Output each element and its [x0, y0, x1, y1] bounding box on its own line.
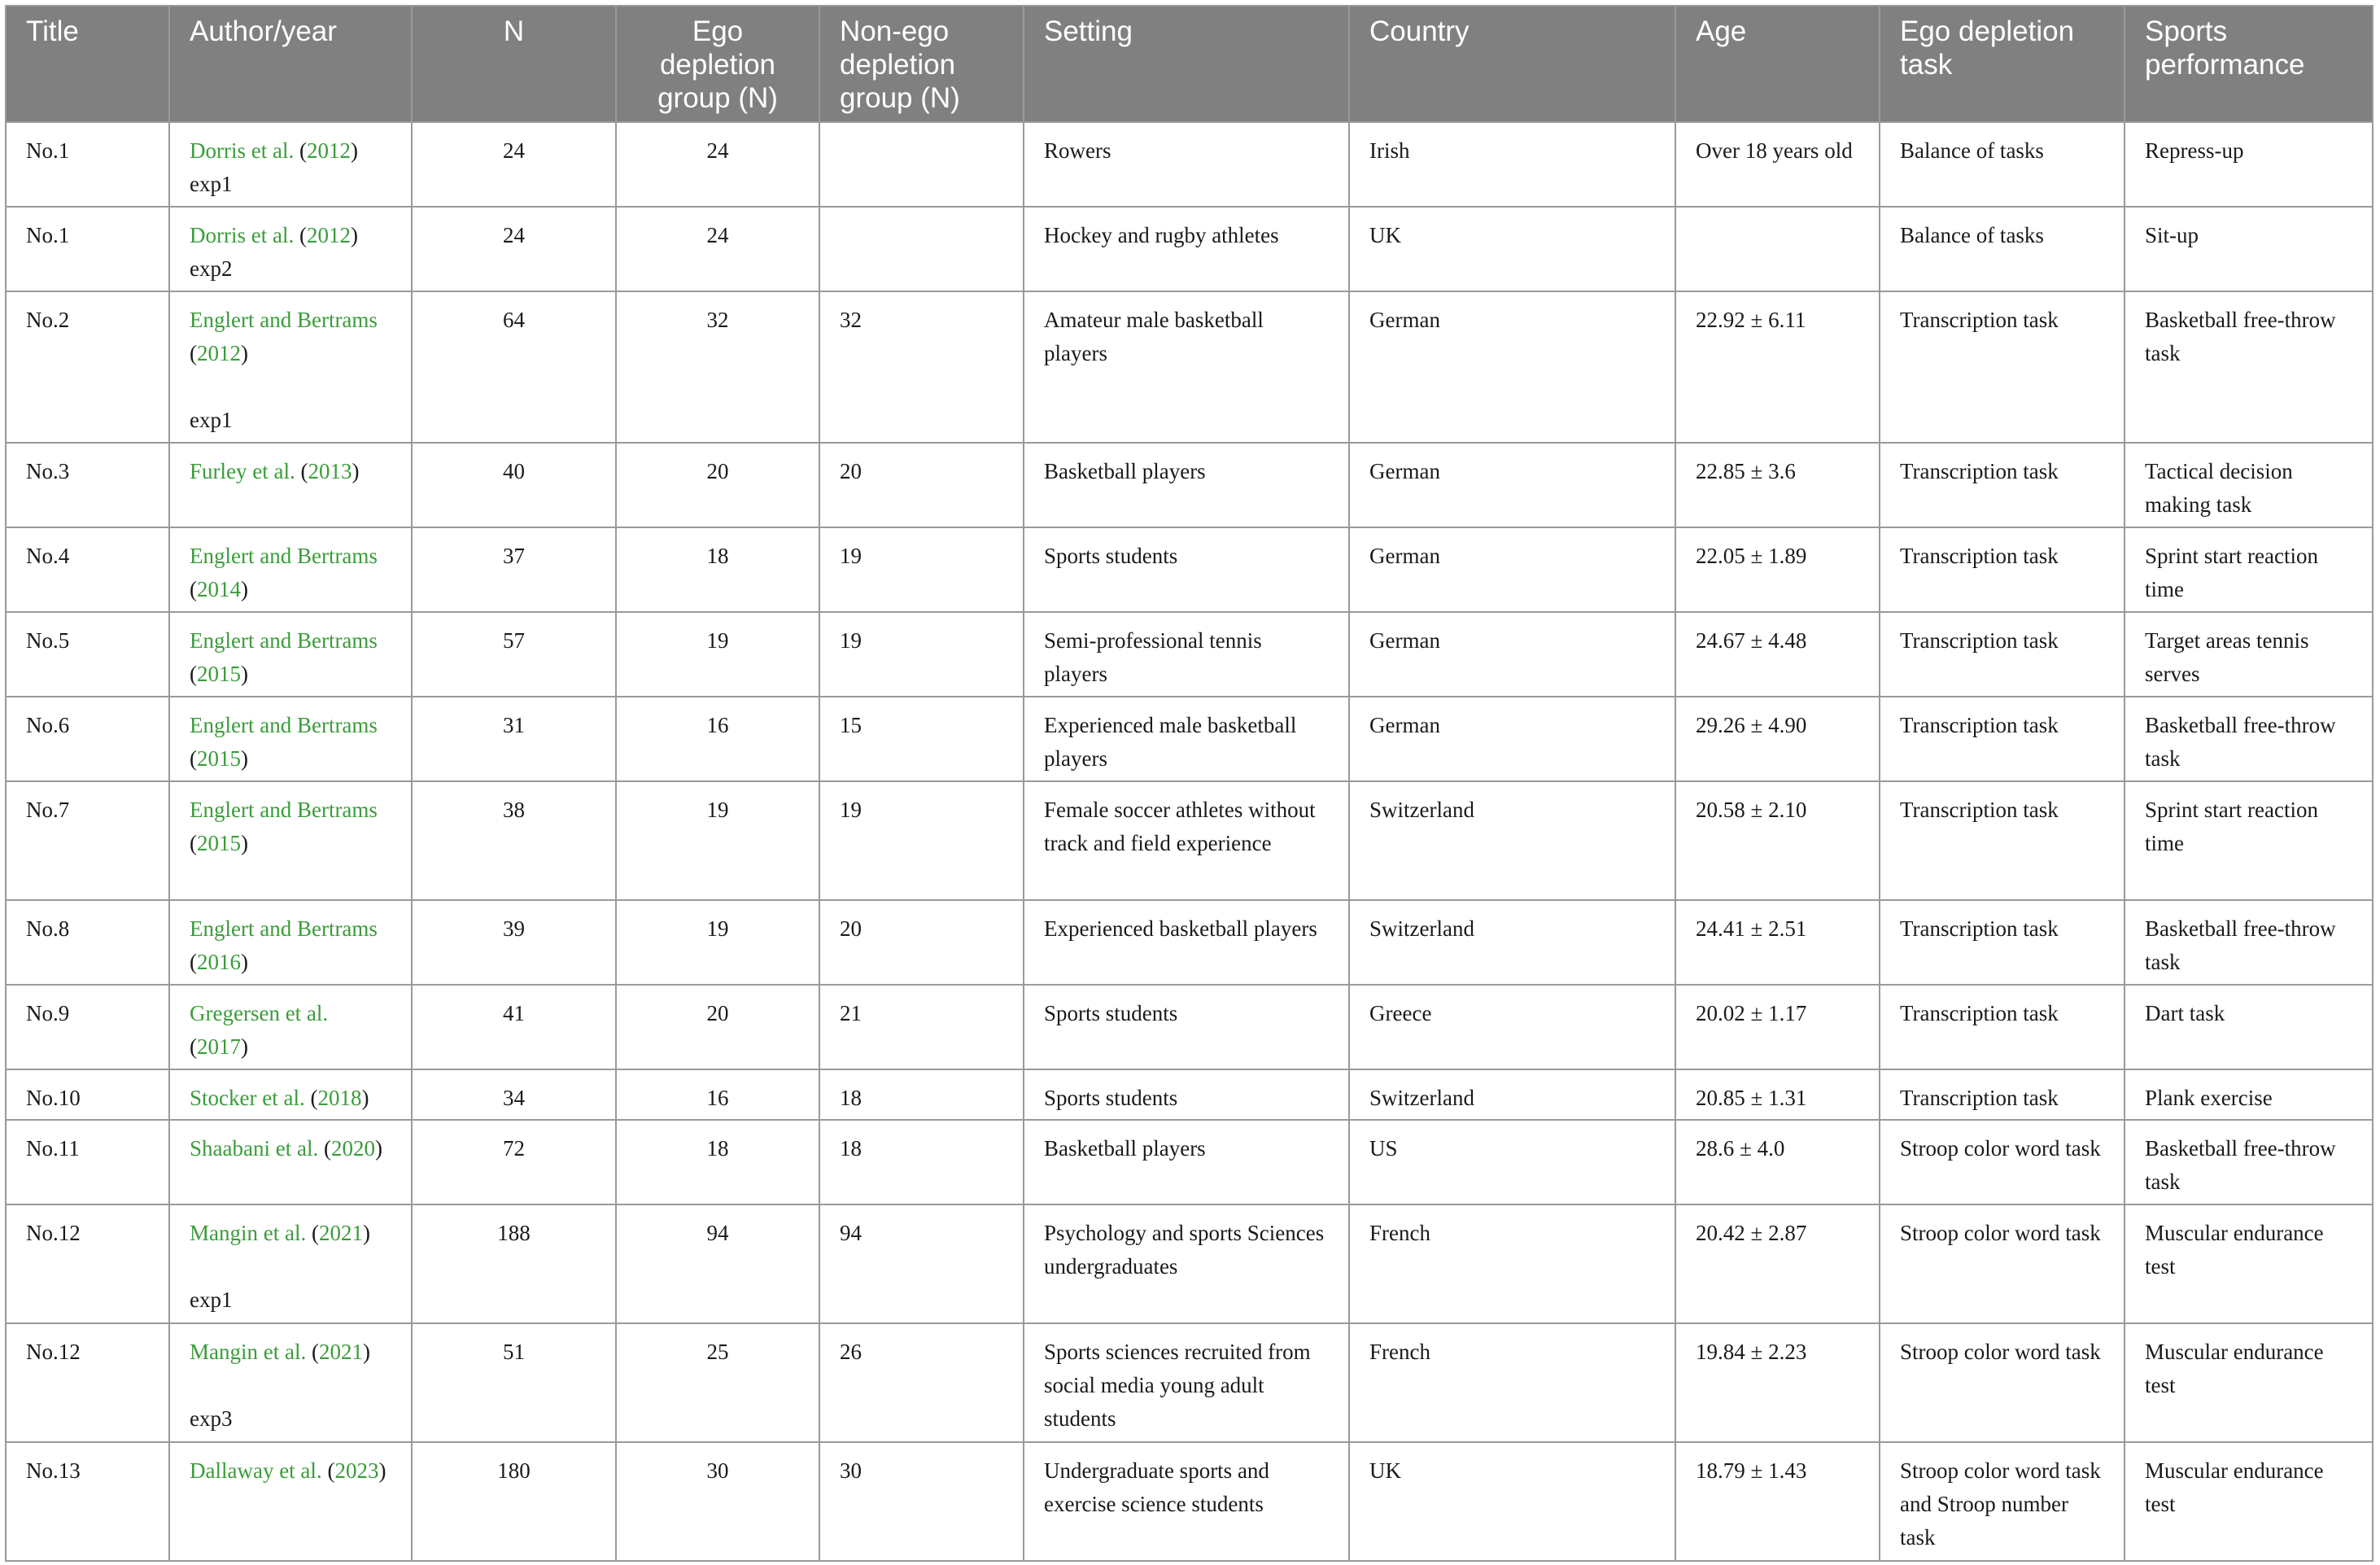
cell-country: French: [1349, 1204, 1675, 1323]
cell-sports-performance: Target areas tennis serves: [2125, 612, 2373, 697]
cell-ego-group: 19: [616, 900, 819, 985]
citation-author-link[interactable]: Stocker et al.: [190, 1086, 305, 1110]
cell-age: 24.67 ± 4.48: [1675, 612, 1880, 697]
cell-setting: Experienced basketball players: [1024, 900, 1349, 985]
cell-ego-group: 16: [616, 697, 819, 781]
cell-title: No.5: [6, 612, 169, 697]
cell-author-year: Englert and Bertrams (2016): [169, 900, 412, 985]
column-header-country: Country: [1349, 6, 1675, 122]
cell-sports-performance: Muscular endurance test: [2125, 1442, 2373, 1561]
column-header-sports-performance: Sports performance: [2125, 6, 2373, 122]
cell-ego-depletion-task: Stroop color word task: [1880, 1120, 2125, 1204]
cell-non-ego-group: [819, 122, 1024, 207]
cell-ego-depletion-task: Balance of tasks: [1880, 122, 2125, 207]
citation-year-link[interactable]: 2014: [197, 577, 241, 601]
cell-title: No.4: [6, 527, 169, 612]
cell-author-year: Mangin et al. (2021) exp3: [169, 1323, 412, 1442]
cell-author-year: Englert and Bertrams (2015): [169, 781, 412, 900]
cell-ego-group: 19: [616, 781, 819, 900]
cell-age: 20.85 ± 1.31: [1675, 1069, 1880, 1120]
cell-n: 51: [412, 1323, 616, 1442]
table-row: [6, 1442, 2373, 1561]
cell-age: 20.42 ± 2.87: [1675, 1204, 1880, 1323]
experiment-label: exp2: [190, 256, 233, 281]
cell-age: Over 18 years old: [1675, 122, 1880, 207]
cell-ego-depletion-task: Stroop color word task: [1880, 1204, 2125, 1323]
cell-age: 28.6 ± 4.0: [1675, 1120, 1880, 1204]
cell-non-ego-group: 15: [819, 697, 1024, 781]
citation-year-link[interactable]: 2023: [334, 1458, 379, 1483]
table-row: [6, 985, 2373, 1069]
table-body: [6, 122, 2373, 1561]
cell-sports-performance: Basketball free-throw task: [2125, 697, 2373, 781]
cell-n: 38: [412, 781, 616, 900]
cell-title: No.12: [6, 1204, 169, 1323]
cell-n: 34: [412, 1069, 616, 1120]
cell-ego-group: 18: [616, 527, 819, 612]
citation-year-link[interactable]: 2013: [308, 459, 352, 483]
table-row: [6, 207, 2373, 291]
cell-setting: Hockey and rugby athletes: [1024, 207, 1349, 291]
line-gap: [190, 370, 391, 404]
cell-setting: Experienced male basketball players: [1024, 697, 1349, 781]
cell-age: 24.41 ± 2.51: [1675, 900, 1880, 985]
cell-sports-performance: Basketball free-throw task: [2125, 291, 2373, 443]
cell-n: 41: [412, 985, 616, 1069]
cell-sports-performance: Plank exercise: [2125, 1069, 2373, 1120]
studies-table: [5, 5, 2373, 1562]
cell-ego-group: 30: [616, 1442, 819, 1561]
cell-n: 57: [412, 612, 616, 697]
cell-age: 19.84 ± 2.23: [1675, 1323, 1880, 1442]
cell-title: No.11: [6, 1120, 169, 1204]
table-row: [6, 781, 2373, 900]
cell-ego-depletion-task: Transcription task: [1880, 1069, 2125, 1120]
cell-country: US: [1349, 1120, 1675, 1204]
table-row: [6, 1204, 2373, 1323]
cell-setting: Psychology and sports Sciences undergraduates: [1024, 1204, 1349, 1323]
citation-author-link[interactable]: Shaabani et al.: [190, 1136, 319, 1161]
cell-ego-group: 20: [616, 985, 819, 1069]
cell-country: German: [1349, 527, 1675, 612]
cell-ego-group: 20: [616, 443, 819, 527]
cell-age: 18.79 ± 1.43: [1675, 1442, 1880, 1561]
column-header-ego-depletion-task: Ego depletion task: [1880, 6, 2125, 122]
cell-sports-performance: Sprint start reaction time: [2125, 781, 2373, 900]
citation-year-link[interactable]: 2017: [197, 1034, 241, 1059]
cell-ego-group: 94: [616, 1204, 819, 1323]
cell-country: UK: [1349, 207, 1675, 291]
cell-title: No.3: [6, 443, 169, 527]
cell-ego-depletion-task: Transcription task: [1880, 781, 2125, 900]
cell-non-ego-group: 19: [819, 527, 1024, 612]
cell-sports-performance: Sprint start reaction time: [2125, 527, 2373, 612]
cell-non-ego-group: 30: [819, 1442, 1024, 1561]
cell-ego-depletion-task: Balance of tasks: [1880, 207, 2125, 291]
cell-age: [1675, 207, 1880, 291]
column-header-n: N: [412, 6, 616, 122]
cell-non-ego-group: 20: [819, 900, 1024, 985]
cell-non-ego-group: 18: [819, 1069, 1024, 1120]
cell-non-ego-group: [819, 207, 1024, 291]
cell-non-ego-group: 19: [819, 781, 1024, 900]
citation-year-link[interactable]: 2016: [197, 950, 241, 974]
cell-sports-performance: Muscular endurance test: [2125, 1323, 2373, 1442]
experiment-label: exp1: [190, 1287, 233, 1312]
cell-setting: Sports sciences recruited from social media young adult students: [1024, 1323, 1349, 1442]
cell-ego-group: 32: [616, 291, 819, 443]
cell-non-ego-group: 26: [819, 1323, 1024, 1442]
column-header-age: Age: [1675, 6, 1880, 122]
experiment-label: exp1: [190, 408, 233, 432]
cell-non-ego-group: 21: [819, 985, 1024, 1069]
cell-age: 22.92 ± 6.11: [1675, 291, 1880, 443]
citation-author-link[interactable]: Mangin et al.: [190, 1340, 307, 1364]
column-header-ego-depletion-group: Ego depletion group (N): [616, 6, 819, 122]
table-row: [6, 443, 2373, 527]
cell-ego-depletion-task: Transcription task: [1880, 697, 2125, 781]
cell-country: French: [1349, 1323, 1675, 1442]
cell-title: No.9: [6, 985, 169, 1069]
cell-title: No.1: [6, 207, 169, 291]
citation-author-link[interactable]: Dallaway et al.: [190, 1458, 322, 1483]
cell-country: Switzerland: [1349, 900, 1675, 985]
cell-title: No.1: [6, 122, 169, 207]
citation-year-link[interactable]: 2012: [197, 341, 241, 365]
table-row: [6, 697, 2373, 781]
cell-author-year: Gregersen et al. (2017): [169, 985, 412, 1069]
table-row: [6, 1069, 2373, 1120]
cell-author-year: Stocker et al. (2018): [169, 1069, 412, 1120]
cell-title: No.10: [6, 1069, 169, 1120]
citation-author-link[interactable]: Dorris et al.: [190, 138, 295, 163]
cell-n: 24: [412, 122, 616, 207]
cell-country: German: [1349, 443, 1675, 527]
cell-setting: Basketball players: [1024, 443, 1349, 527]
cell-n: 24: [412, 207, 616, 291]
cell-title: No.12: [6, 1323, 169, 1442]
cell-non-ego-group: 94: [819, 1204, 1024, 1323]
cell-setting: Sports students: [1024, 527, 1349, 612]
column-header-setting: Setting: [1024, 6, 1349, 122]
cell-ego-depletion-task: Stroop color word task and Stroop number task: [1880, 1442, 2125, 1561]
cell-country: Switzerland: [1349, 1069, 1675, 1120]
cell-setting: Sports students: [1024, 985, 1349, 1069]
experiment-label: exp1: [190, 172, 233, 196]
citation-year-link[interactable]: 2018: [317, 1086, 362, 1110]
cell-ego-group: 19: [616, 612, 819, 697]
citation-author-link[interactable]: Englert and Bertrams: [190, 628, 378, 653]
cell-setting: Undergraduate sports and exercise science students: [1024, 1442, 1349, 1561]
citation-author-link[interactable]: Englert and Bertrams: [190, 916, 378, 941]
cell-title: No.2: [6, 291, 169, 443]
cell-age: 22.05 ± 1.89: [1675, 527, 1880, 612]
cell-sports-performance: Dart task: [2125, 985, 2373, 1069]
citation-author-link[interactable]: Dorris et al.: [190, 223, 295, 247]
cell-ego-group: 16: [616, 1069, 819, 1120]
citation-author-link[interactable]: Englert and Bertrams: [190, 798, 378, 822]
cell-author-year: Dorris et al. (2012) exp1: [169, 122, 412, 207]
cell-n: 37: [412, 527, 616, 612]
header-row: [6, 6, 2373, 122]
cell-ego-depletion-task: Transcription task: [1880, 900, 2125, 985]
cell-country: Switzerland: [1349, 781, 1675, 900]
cell-author-year: Englert and Bertrams (2014): [169, 527, 412, 612]
cell-country: German: [1349, 697, 1675, 781]
cell-n: 31: [412, 697, 616, 781]
table-row: [6, 1120, 2373, 1204]
cell-author-year: Dorris et al. (2012) exp2: [169, 207, 412, 291]
cell-n: 39: [412, 900, 616, 985]
cell-author-year: Furley et al. (2013): [169, 443, 412, 527]
cell-setting: Amateur male basketball players: [1024, 291, 1349, 443]
citation-year-link[interactable]: 2015: [197, 662, 241, 686]
cell-country: UK: [1349, 1442, 1675, 1561]
cell-ego-group: 18: [616, 1120, 819, 1204]
cell-n: 180: [412, 1442, 616, 1561]
cell-title: No.7: [6, 781, 169, 900]
table-row: [6, 1323, 2373, 1442]
citation-year-link[interactable]: 2015: [197, 831, 241, 855]
cell-ego-group: 25: [616, 1323, 819, 1442]
citation-year-link[interactable]: 2021: [318, 1340, 363, 1364]
line-gap: [190, 1369, 391, 1402]
cell-n: 40: [412, 443, 616, 527]
cell-ego-depletion-task: Transcription task: [1880, 443, 2125, 527]
cell-country: German: [1349, 612, 1675, 697]
cell-author-year: Englert and Bertrams (2015): [169, 697, 412, 781]
experiment-label: exp3: [190, 1406, 233, 1431]
column-header-author-year: Author/year: [169, 6, 412, 122]
citation-author-link[interactable]: Englert and Bertrams: [190, 544, 378, 568]
column-header-title: Title: [6, 6, 169, 122]
cell-setting: Female soccer athletes without track and field experience: [1024, 781, 1349, 900]
table-row: [6, 291, 2373, 443]
cell-n: 188: [412, 1204, 616, 1323]
citation-year-link[interactable]: 2021: [318, 1221, 363, 1245]
cell-ego-depletion-task: Transcription task: [1880, 612, 2125, 697]
cell-age: 20.58 ± 2.10: [1675, 781, 1880, 900]
cell-title: No.6: [6, 697, 169, 781]
table-row: [6, 122, 2373, 207]
table-row: [6, 900, 2373, 985]
citation-author-link[interactable]: Englert and Bertrams: [190, 308, 378, 332]
cell-age: 22.85 ± 3.6: [1675, 443, 1880, 527]
citation-author-link[interactable]: Furley et al.: [190, 459, 295, 483]
cell-setting: Basketball players: [1024, 1120, 1349, 1204]
cell-author-year: Englert and Bertrams (2012) exp1: [169, 291, 412, 443]
cell-ego-group: 24: [616, 122, 819, 207]
cell-setting: Semi-professional tennis players: [1024, 612, 1349, 697]
cell-ego-depletion-task: Transcription task: [1880, 985, 2125, 1069]
cell-non-ego-group: 19: [819, 612, 1024, 697]
cell-n: 64: [412, 291, 616, 443]
cell-non-ego-group: 18: [819, 1120, 1024, 1204]
cell-setting: Rowers: [1024, 122, 1349, 207]
citation-year-link[interactable]: 2012: [306, 223, 351, 247]
cell-author-year: Dallaway et al. (2023): [169, 1442, 412, 1561]
citation-author-link[interactable]: Englert and Bertrams: [190, 713, 378, 737]
cell-sports-performance: Repress-up: [2125, 122, 2373, 207]
cell-title: No.8: [6, 900, 169, 985]
citation-author-link[interactable]: Gregersen et al.: [190, 1001, 329, 1025]
cell-country: German: [1349, 291, 1675, 443]
citation-year-link[interactable]: 2020: [330, 1136, 375, 1161]
cell-sports-performance: Sit-up: [2125, 207, 2373, 291]
cell-ego-depletion-task: Stroop color word task: [1880, 1323, 2125, 1442]
cell-ego-group: 24: [616, 207, 819, 291]
cell-age: 20.02 ± 1.17: [1675, 985, 1880, 1069]
cell-sports-performance: Basketball free-throw task: [2125, 900, 2373, 985]
citation-year-link[interactable]: 2012: [306, 138, 351, 163]
column-header-non-ego-depletion-group: Non-ego depletion group (N): [819, 6, 1024, 122]
line-gap: [190, 1250, 391, 1283]
cell-author-year: Shaabani et al. (2020): [169, 1120, 412, 1204]
cell-n: 72: [412, 1120, 616, 1204]
cell-age: 29.26 ± 4.90: [1675, 697, 1880, 781]
cell-sports-performance: Muscular endurance test: [2125, 1204, 2373, 1323]
cell-country: Greece: [1349, 985, 1675, 1069]
cell-sports-performance: Basketball free-throw task: [2125, 1120, 2373, 1204]
cell-author-year: Englert and Bertrams (2015): [169, 612, 412, 697]
cell-country: Irish: [1349, 122, 1675, 207]
table-row: [6, 612, 2373, 697]
cell-author-year: Mangin et al. (2021) exp1: [169, 1204, 412, 1323]
cell-sports-performance: Tactical decision making task: [2125, 443, 2373, 527]
cell-non-ego-group: 32: [819, 291, 1024, 443]
citation-author-link[interactable]: Mangin et al.: [190, 1221, 307, 1245]
citation-year-link[interactable]: 2015: [197, 746, 241, 771]
cell-setting: Sports students: [1024, 1069, 1349, 1120]
cell-non-ego-group: 20: [819, 443, 1024, 527]
cell-ego-depletion-task: Transcription task: [1880, 291, 2125, 443]
table-row: [6, 527, 2373, 612]
cell-title: No.13: [6, 1442, 169, 1561]
cell-ego-depletion-task: Transcription task: [1880, 527, 2125, 612]
